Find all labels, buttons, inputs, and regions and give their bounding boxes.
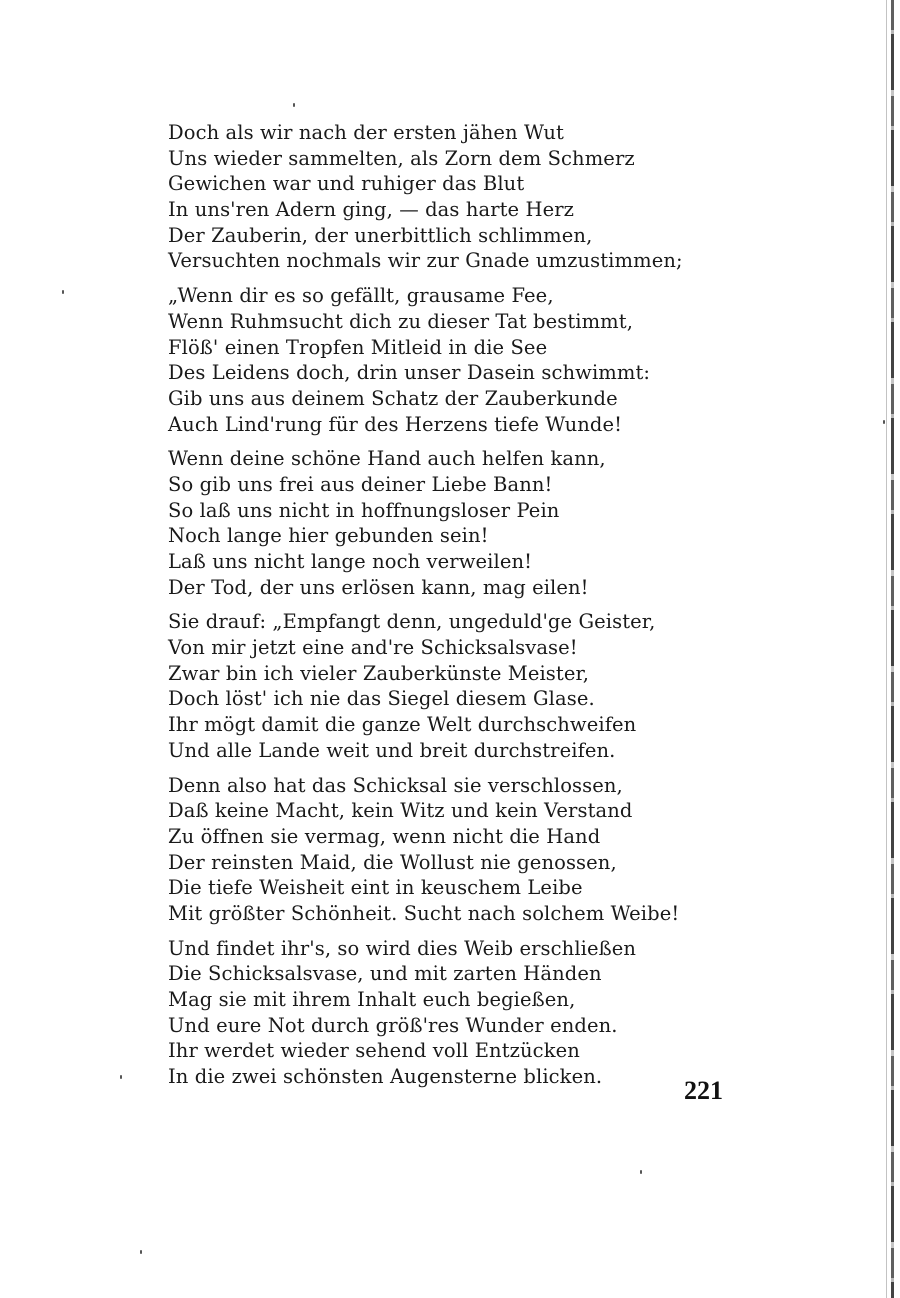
poem-line: Mag sie mit ihrem Inhalt euch begießen, — [168, 988, 576, 1011]
poem-line: Und alle Lande weit und breit durchstreifen. — [168, 738, 616, 762]
poem-line: Gewichen war und ruhiger das Blut — [168, 172, 525, 196]
poem-text — [168, 120, 683, 1099]
stanza — [168, 609, 656, 763]
poem-line: Zu öffnen sie vermag, wenn nicht die Hand — [168, 824, 601, 848]
poem-line: Zwar bin ich vieler Zauberkünste Meister, — [168, 661, 590, 685]
poem-line: Sie drauf: „Empfangt denn, ungeduld'ge Geister, — [168, 610, 656, 634]
poem-line: Die tiefe Weisheit eint in keuschem Leibe — [168, 876, 583, 900]
poem-line: Uns wieder sammelten, als Zorn dem Schmerz — [168, 146, 635, 170]
scan-speck — [120, 1075, 122, 1079]
poem-line: Wenn Ruhmsucht dich zu dieser Tat bestimmt, — [168, 309, 634, 333]
poem-line: Wenn deine schöne Hand auch helfen kann, — [168, 447, 606, 471]
poem-line: Von mir jetzt eine and're Schicksalsvase! — [168, 636, 578, 660]
poem-line: Doch als wir nach der ersten jähen Wut — [168, 121, 564, 144]
poem-line: Auch Lind'rung für des Herzens tiefe Wunde! — [168, 412, 623, 436]
stanza — [168, 936, 638, 1090]
poem-line: Denn also hat das Schicksal sie verschlossen, — [168, 773, 623, 797]
scan-speck — [883, 420, 885, 424]
poem-line: Gib uns aus deinem Schatz der Zauberkunde — [168, 386, 618, 410]
poem-line: Noch lange hier gebunden sein! — [168, 524, 489, 548]
poem-line: Mit größter Schönheit. Sucht nach solchem Weibe! — [168, 901, 680, 925]
poem-line: Die Schicksalsvase, und mit zarten Händen — [168, 962, 602, 986]
poem-line: Und findet ihr's, so wird dies Weib erschließen — [168, 936, 637, 960]
poem-line: Der Tod, der uns erlösen kann, mag eilen! — [168, 575, 589, 599]
scan-edge-shadow — [891, 0, 894, 1298]
stanza — [168, 773, 680, 927]
stanza — [168, 446, 638, 600]
poem-line: Der Zauberin, der unerbittlich schlimmen, — [168, 223, 593, 247]
scan-speck — [293, 103, 295, 107]
scan-speck — [62, 290, 64, 294]
poem-line: Der reinsten Maid, die Wollust nie genossen, — [168, 850, 617, 874]
scan-edge-line — [886, 0, 887, 1298]
poem-line: So laß uns nicht in hoffnungsloser Pein — [168, 498, 560, 522]
scan-speck — [640, 1170, 642, 1174]
poem-line: Doch löst' ich nie das Siegel diesem Glase. — [168, 687, 595, 711]
scan-speck — [140, 1250, 142, 1254]
poem-line: „Wenn dir es so gefällt, grausame Fee, — [168, 284, 554, 308]
poem-line: Versuchten nochmals wir zur Gnade umzustimmen; — [168, 249, 683, 273]
poem-line: So gib uns frei aus deiner Liebe Bann! — [168, 472, 553, 496]
poem-line: In die zwei schönsten Augensterne blicken. — [168, 1065, 603, 1089]
poem-line: Ihr werdet wieder sehend voll Entzücken — [168, 1039, 580, 1063]
poem-line: Und eure Not durch größ'res Wunder enden. — [168, 1013, 618, 1037]
poem-line: Ihr mögt damit die ganze Welt durchschweifen — [168, 713, 637, 737]
poem-line: Daß keine Macht, kein Witz und kein Verstand — [168, 799, 633, 823]
poem-line: Flöß' einen Tropfen Mitleid in die See — [168, 335, 548, 359]
page-number: 221 — [684, 1076, 723, 1105]
poem-line: Laß uns nicht lange noch verweilen! — [168, 550, 533, 573]
stanza — [168, 283, 651, 437]
stanza — [168, 120, 683, 274]
poem-line: Des Leidens doch, drin unser Dasein schwimmt: — [168, 361, 651, 385]
poem-line: In uns'ren Adern ging, — das harte Herz — [168, 198, 575, 222]
